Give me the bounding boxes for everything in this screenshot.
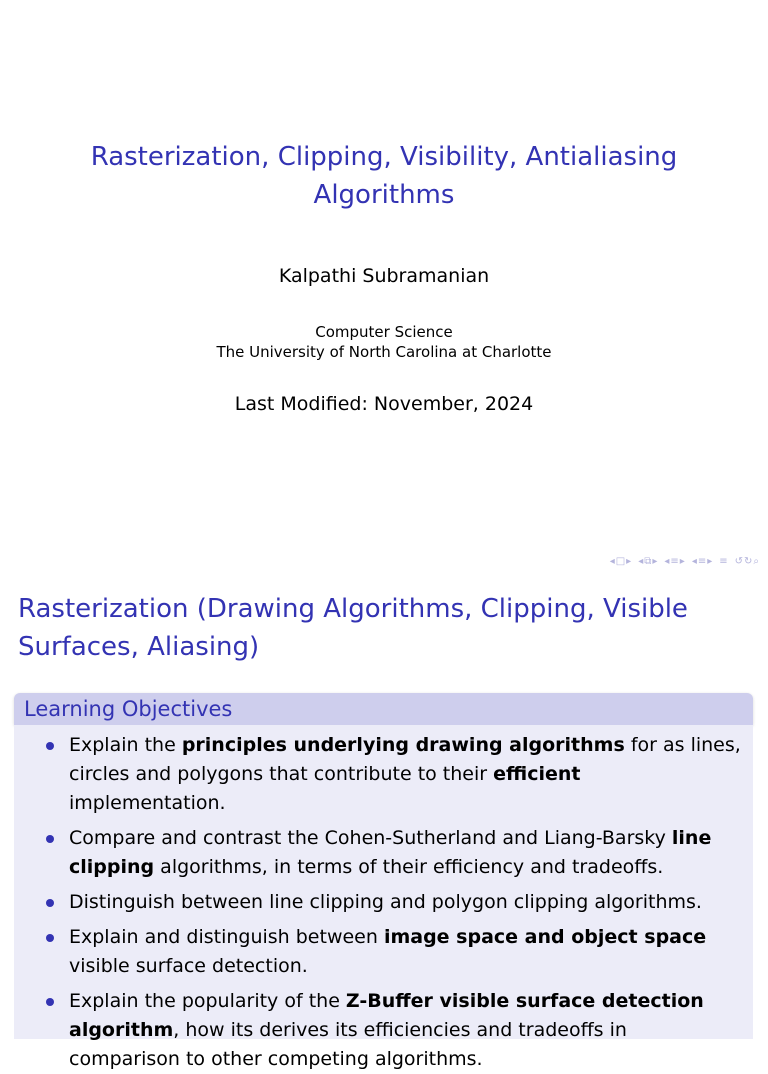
- learning-objectives-block: [14, 693, 753, 1070]
- bullet-icon: [46, 998, 54, 1006]
- list-item: [24, 824, 743, 882]
- objective-text: Explain the popularity of the: [69, 990, 346, 1012]
- objective-text: , how its derives its efficiencies and tradeoffs in comparison to other competing algorithms.: [69, 1019, 627, 1070]
- objective-text: Explain and distinguish between: [69, 926, 384, 948]
- nav-section-icon[interactable]: ≡: [719, 556, 729, 567]
- objectives-list: [24, 731, 743, 1074]
- block-title: Learning Objectives: [14, 693, 753, 725]
- list-item: [24, 731, 743, 818]
- nav-frame-icon[interactable]: ◂⧉▸: [638, 556, 659, 567]
- list-item: [24, 987, 743, 1074]
- list-item: [24, 888, 743, 917]
- slide-title: Rasterization (Drawing Algorithms, Clipping, Visible Surfaces, Aliasing): [18, 594, 688, 662]
- objective-text: Explain the: [69, 734, 182, 756]
- presentation-title: Rasterization, Clipping, Visibility, Antialiasing Algorithms: [90, 142, 678, 210]
- nav-next-frame-icon[interactable]: ◂≡▸: [664, 556, 686, 567]
- department: Computer Science: [315, 323, 453, 341]
- objective-text: visible surface detection.: [69, 955, 308, 977]
- bullet-icon: [46, 835, 54, 843]
- bullet-icon: [46, 742, 54, 750]
- objective-text: Compare and contrast the Cohen-Sutherland and Liang-Barsky: [69, 827, 672, 849]
- objective-emphasis: principles underlying drawing algorithms: [181, 734, 625, 756]
- objective-emphasis: Z-Buffer visible surface detection algorithm: [69, 990, 704, 1041]
- objective-text: Distinguish between line clipping and polygon clipping algorithms.: [69, 891, 702, 913]
- nav-prev-frame-icon[interactable]: ◂□▸: [609, 556, 633, 567]
- bullet-icon: [46, 899, 54, 907]
- objective-text: algorithms, in terms of their efficiency and tradeoffs.: [154, 856, 664, 878]
- objective-text: implementation.: [69, 792, 226, 814]
- nav-search-icon[interactable]: ↺↻⌕: [734, 556, 760, 567]
- beamer-navigation-bar: [610, 556, 760, 567]
- objective-emphasis: image space and object space: [383, 926, 707, 948]
- bullet-icon: [46, 934, 54, 942]
- objective-emphasis: line clipping: [69, 827, 712, 878]
- institution: [0, 322, 768, 362]
- last-modified-date: Last Modified: November, 2024: [234, 393, 534, 415]
- university: The University of North Carolina at Charlotte: [216, 343, 552, 361]
- list-item: [24, 923, 743, 981]
- author-name: Kalpathi Subramanian: [278, 265, 490, 287]
- objective-text: for as lines, circles and polygons that contribute to their: [69, 734, 741, 785]
- objective-emphasis: efficient: [493, 763, 581, 785]
- nav-subsection-icon[interactable]: ◂≡▸: [691, 556, 714, 567]
- block-body: [14, 725, 753, 1070]
